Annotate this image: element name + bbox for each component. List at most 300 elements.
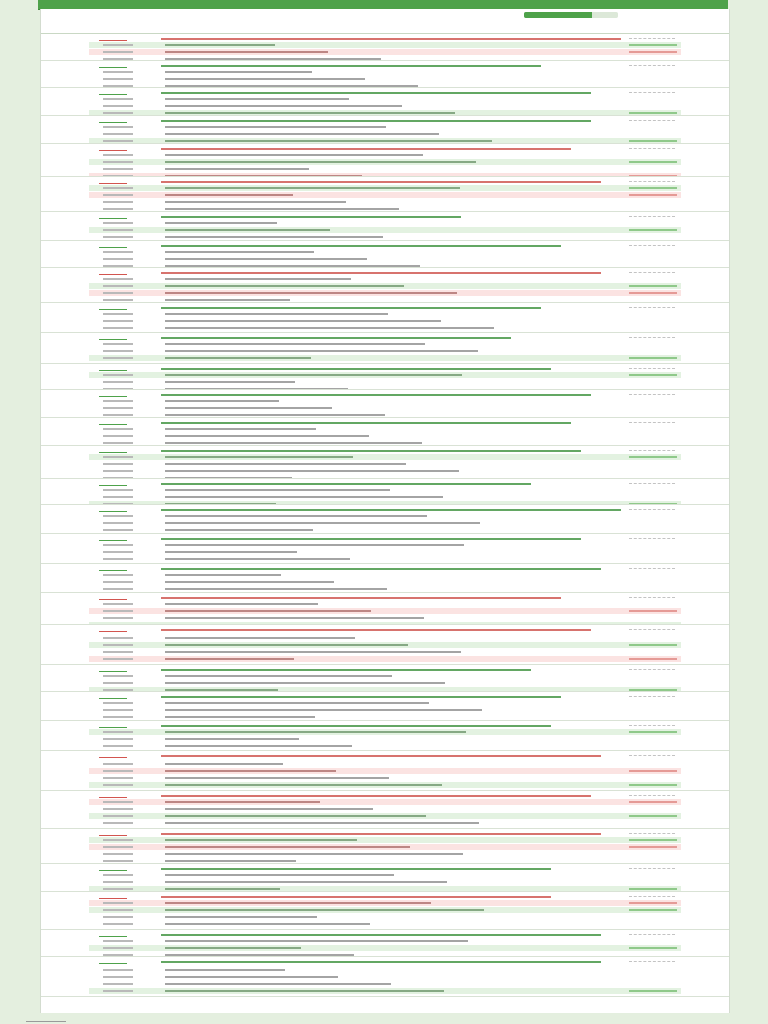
answer-radio[interactable] <box>103 350 133 352</box>
answer-option-line <box>165 208 399 210</box>
correct-answer-marker <box>629 888 677 890</box>
answer-radio[interactable] <box>103 731 133 733</box>
question-status-mark <box>99 94 127 95</box>
answer-option-line <box>165 222 277 224</box>
answer-option-line <box>165 902 431 904</box>
question-points-mark <box>629 422 675 423</box>
answer-radio[interactable] <box>103 463 133 465</box>
question-points-mark <box>629 538 675 539</box>
question-card <box>41 446 729 479</box>
answer-radio[interactable] <box>103 140 133 142</box>
answer-option[interactable] <box>89 405 681 411</box>
answer-option-line <box>165 407 332 409</box>
answer-radio[interactable] <box>103 442 133 444</box>
answer-radio[interactable] <box>103 105 133 107</box>
answer-radio[interactable] <box>103 916 133 918</box>
answer-radio[interactable] <box>103 777 133 779</box>
answer-radio[interactable] <box>103 222 133 224</box>
question-status-mark <box>99 183 127 184</box>
correct-answer-marker <box>629 456 677 458</box>
answer-option[interactable] <box>89 900 681 906</box>
answer-options <box>89 601 681 625</box>
answer-option[interactable] <box>89 844 681 850</box>
answer-option[interactable] <box>89 714 681 720</box>
answer-option[interactable] <box>89 729 681 735</box>
answer-radio[interactable] <box>103 860 133 862</box>
question-card <box>41 957 729 997</box>
answer-radio[interactable] <box>103 470 133 472</box>
answer-option[interactable] <box>89 234 681 240</box>
answer-option[interactable] <box>89 988 681 994</box>
wrong-answer-marker <box>629 194 677 196</box>
answer-option[interactable] <box>89 487 681 493</box>
answer-options <box>89 572 681 593</box>
answer-options <box>89 872 681 892</box>
answer-option[interactable] <box>89 461 681 467</box>
question-card <box>41 593 729 625</box>
answer-radio[interactable] <box>103 551 133 553</box>
answer-radio[interactable] <box>103 98 133 100</box>
answer-options <box>89 42 681 61</box>
question-text-line <box>161 38 621 40</box>
answer-option[interactable] <box>89 426 681 432</box>
answer-option[interactable] <box>89 199 681 205</box>
question-text-line <box>161 65 541 67</box>
answer-options <box>89 635 681 663</box>
answer-option[interactable] <box>89 276 681 282</box>
answer-option[interactable] <box>89 372 681 378</box>
answer-radio[interactable] <box>103 784 133 786</box>
question-status-mark <box>99 936 127 937</box>
answer-option[interactable] <box>89 318 681 324</box>
answer-option[interactable] <box>89 520 681 526</box>
question-text-line <box>161 337 511 339</box>
answer-option[interactable] <box>89 290 681 296</box>
answer-radio[interactable] <box>103 456 133 458</box>
question-points-mark <box>629 307 675 308</box>
answer-option[interactable] <box>89 945 681 951</box>
answer-radio[interactable] <box>103 637 133 639</box>
answer-radio[interactable] <box>103 285 133 287</box>
answer-option-line <box>165 529 313 531</box>
answer-radio[interactable] <box>103 435 133 437</box>
answer-option[interactable] <box>89 185 681 191</box>
site-logo[interactable] <box>91 11 149 19</box>
answer-radio[interactable] <box>103 544 133 546</box>
answer-options <box>89 249 681 268</box>
answer-option[interactable] <box>89 341 681 347</box>
answer-option[interactable] <box>89 921 681 927</box>
answer-radio[interactable] <box>103 529 133 531</box>
answer-radio[interactable] <box>103 902 133 904</box>
answer-option[interactable] <box>89 220 681 226</box>
answer-option[interactable] <box>89 914 681 920</box>
wrong-answer-marker <box>629 801 677 803</box>
answer-radio[interactable] <box>103 278 133 280</box>
answer-option[interactable] <box>89 974 681 980</box>
answer-radio[interactable] <box>103 357 133 359</box>
question-text-line <box>161 483 531 485</box>
answer-radio[interactable] <box>103 414 133 416</box>
question-text-line <box>161 755 601 757</box>
question-text-line <box>161 597 561 599</box>
answer-options <box>89 700 681 721</box>
answer-radio[interactable] <box>103 909 133 911</box>
answer-option[interactable] <box>89 131 681 137</box>
page-footer <box>0 1013 768 1024</box>
correct-answer-marker <box>629 644 677 646</box>
question-points-mark <box>629 120 675 121</box>
answer-radio[interactable] <box>103 658 133 660</box>
answer-option[interactable] <box>89 549 681 555</box>
answer-radio[interactable] <box>103 770 133 772</box>
answer-option[interactable] <box>89 586 681 592</box>
answer-option-line <box>165 140 492 142</box>
question-card <box>41 892 729 930</box>
answer-option-line <box>165 357 311 359</box>
answer-radio[interactable] <box>103 299 133 301</box>
question-points <box>625 626 677 634</box>
question-status-mark <box>99 122 127 123</box>
answer-option[interactable] <box>89 96 681 102</box>
answer-radio[interactable] <box>103 763 133 765</box>
answer-option[interactable] <box>89 124 681 130</box>
answer-radio[interactable] <box>103 154 133 156</box>
answer-radio[interactable] <box>103 651 133 653</box>
answer-option[interactable] <box>89 433 681 439</box>
answer-radio[interactable] <box>103 846 133 848</box>
answer-option-line <box>165 470 459 472</box>
question-status-mark <box>99 540 127 541</box>
answer-option[interactable] <box>89 398 681 404</box>
answer-radio[interactable] <box>103 258 133 260</box>
answer-radio[interactable] <box>103 581 133 583</box>
question-text-line <box>161 538 581 540</box>
answer-option[interactable] <box>89 256 681 262</box>
answer-radio[interactable] <box>103 58 133 60</box>
question-status-mark <box>99 339 127 340</box>
question-text-line <box>161 368 551 370</box>
answer-radio[interactable] <box>103 78 133 80</box>
answer-radio[interactable] <box>103 947 133 949</box>
answer-option-line <box>165 78 365 80</box>
answer-option[interactable] <box>89 379 681 385</box>
answer-radio[interactable] <box>103 644 133 646</box>
answer-option-line <box>165 496 443 498</box>
answer-radio[interactable] <box>103 923 133 925</box>
question-card <box>41 34 729 61</box>
answer-option[interactable] <box>89 556 681 562</box>
answer-radio[interactable] <box>103 187 133 189</box>
question-card <box>41 116 729 144</box>
wrong-answer-marker <box>629 610 677 612</box>
answer-radio[interactable] <box>103 675 133 677</box>
answer-radio[interactable] <box>103 738 133 740</box>
answer-radio[interactable] <box>103 251 133 253</box>
answer-options <box>89 542 681 564</box>
footer-link[interactable] <box>26 1021 66 1022</box>
answer-option-line <box>165 313 388 315</box>
answer-radio[interactable] <box>103 85 133 87</box>
answer-option[interactable] <box>89 782 681 788</box>
answer-option[interactable] <box>89 572 681 578</box>
question-text-line <box>161 961 601 963</box>
wrong-answer-marker <box>629 902 677 904</box>
question-text-line <box>161 245 561 247</box>
answer-option-line <box>165 853 463 855</box>
answer-option[interactable] <box>89 69 681 75</box>
answer-radio[interactable] <box>103 496 133 498</box>
answer-option[interactable] <box>89 799 681 805</box>
answer-radio[interactable] <box>103 374 133 376</box>
question-points-mark <box>629 629 675 630</box>
answer-option[interactable] <box>89 227 681 233</box>
question-text-line <box>161 696 561 698</box>
question-card <box>41 665 729 692</box>
answer-option[interactable] <box>89 879 681 885</box>
answer-option[interactable] <box>89 813 681 819</box>
question-card <box>41 534 729 564</box>
correct-answer-marker <box>629 285 677 287</box>
question-points <box>625 958 677 966</box>
answer-option-line <box>165 947 301 949</box>
answer-radio[interactable] <box>103 343 133 345</box>
answer-option[interactable] <box>89 673 681 679</box>
answer-radio[interactable] <box>103 229 133 231</box>
answer-option-line <box>165 285 404 287</box>
answer-option[interactable] <box>89 355 681 361</box>
answer-option[interactable] <box>89 820 681 826</box>
answer-radio[interactable] <box>103 265 133 267</box>
answer-radio[interactable] <box>103 983 133 985</box>
answer-option[interactable] <box>89 283 681 289</box>
answer-option[interactable] <box>89 454 681 460</box>
answer-option[interactable] <box>89 967 681 973</box>
question-status-mark <box>99 40 127 41</box>
answer-option[interactable] <box>89 601 681 607</box>
answer-option-line <box>165 133 439 135</box>
answer-option[interactable] <box>89 635 681 641</box>
answer-option-line <box>165 969 285 971</box>
answer-radio[interactable] <box>103 745 133 747</box>
answer-radio[interactable] <box>103 44 133 46</box>
answer-option[interactable] <box>89 837 681 843</box>
question-card <box>41 751 729 791</box>
answer-radio[interactable] <box>103 574 133 576</box>
question-status-mark <box>99 485 127 486</box>
answer-radio[interactable] <box>103 881 133 883</box>
answer-radio[interactable] <box>103 161 133 163</box>
answer-option[interactable] <box>89 775 681 781</box>
answer-option-line <box>165 916 317 918</box>
answer-radio[interactable] <box>103 976 133 978</box>
answer-options <box>89 837 681 864</box>
answer-option[interactable] <box>89 49 681 55</box>
answer-option[interactable] <box>89 325 681 331</box>
answer-option-line <box>165 374 462 376</box>
answer-option[interactable] <box>89 938 681 944</box>
answer-option[interactable] <box>89 192 681 198</box>
answer-option-line <box>165 381 295 383</box>
answer-option[interactable] <box>89 166 681 172</box>
question-points-mark <box>629 394 675 395</box>
answer-option[interactable] <box>89 494 681 500</box>
wrong-answer-marker <box>629 658 677 660</box>
answer-radio[interactable] <box>103 874 133 876</box>
answer-option-line <box>165 327 494 329</box>
answer-options <box>89 69 681 88</box>
answer-option[interactable] <box>89 642 681 648</box>
answer-option-line <box>165 71 312 73</box>
answer-radio[interactable] <box>103 51 133 53</box>
answer-option[interactable] <box>89 76 681 82</box>
answer-option[interactable] <box>89 907 681 913</box>
answer-option-line <box>165 292 457 294</box>
answer-radio[interactable] <box>103 801 133 803</box>
answer-option[interactable] <box>89 527 681 533</box>
answer-radio[interactable] <box>103 168 133 170</box>
answer-radio[interactable] <box>103 839 133 841</box>
answer-option[interactable] <box>89 348 681 354</box>
answer-radio[interactable] <box>103 194 133 196</box>
answer-radio[interactable] <box>103 603 133 605</box>
answer-radio[interactable] <box>103 617 133 619</box>
question-card <box>41 791 729 829</box>
answer-option[interactable] <box>89 579 681 585</box>
answer-option-line <box>165 745 352 747</box>
answer-radio[interactable] <box>103 558 133 560</box>
answer-radio[interactable] <box>103 126 133 128</box>
answer-radio[interactable] <box>103 400 133 402</box>
answer-option[interactable] <box>89 736 681 742</box>
answer-option[interactable] <box>89 152 681 158</box>
answer-option[interactable] <box>89 851 681 857</box>
answer-option[interactable] <box>89 700 681 706</box>
correct-answer-marker <box>629 374 677 376</box>
question-status-mark <box>99 797 127 798</box>
answer-option-line <box>165 278 351 280</box>
answer-option[interactable] <box>89 743 681 749</box>
answer-option[interactable] <box>89 468 681 474</box>
answer-radio[interactable] <box>103 940 133 942</box>
answer-radio[interactable] <box>103 969 133 971</box>
answer-option[interactable] <box>89 249 681 255</box>
answer-option[interactable] <box>89 680 681 686</box>
answer-radio[interactable] <box>103 71 133 73</box>
question-points-mark <box>629 368 675 369</box>
answer-option[interactable] <box>89 768 681 774</box>
footer-text <box>90 1014 680 1023</box>
answer-option[interactable] <box>89 806 681 812</box>
answer-radio[interactable] <box>103 327 133 329</box>
answer-radio[interactable] <box>103 313 133 315</box>
answer-option[interactable] <box>89 761 681 767</box>
answer-option[interactable] <box>89 311 681 317</box>
answer-radio[interactable] <box>103 815 133 817</box>
question-card <box>41 418 729 446</box>
answer-option[interactable] <box>89 159 681 165</box>
question-status-mark <box>99 452 127 453</box>
answer-option-line <box>165 808 373 810</box>
answer-radio[interactable] <box>103 428 133 430</box>
question-points-mark <box>629 216 675 217</box>
answer-radio[interactable] <box>103 689 133 691</box>
answer-option[interactable] <box>89 103 681 109</box>
question-text-line <box>161 216 461 218</box>
question-text-line <box>161 148 571 150</box>
answer-option-line <box>165 581 334 583</box>
question-status-mark <box>99 963 127 964</box>
question-text-line <box>161 896 551 898</box>
answer-radio[interactable] <box>103 407 133 409</box>
answer-radio[interactable] <box>103 320 133 322</box>
answer-options <box>89 341 681 364</box>
answer-radio[interactable] <box>103 853 133 855</box>
answer-option[interactable] <box>89 656 681 662</box>
answer-radio[interactable] <box>103 990 133 992</box>
answer-option[interactable] <box>89 513 681 519</box>
answer-option-line <box>165 770 336 772</box>
answer-option-line <box>165 229 330 231</box>
answer-radio[interactable] <box>103 201 133 203</box>
answer-option[interactable] <box>89 615 681 621</box>
answer-radio[interactable] <box>103 236 133 238</box>
answer-options <box>89 124 681 144</box>
answer-option[interactable] <box>89 649 681 655</box>
answer-option[interactable] <box>89 42 681 48</box>
answer-radio[interactable] <box>103 954 133 956</box>
answer-radio[interactable] <box>103 702 133 704</box>
score-progress-bar <box>524 12 618 18</box>
answer-option-line <box>165 299 290 301</box>
answer-radio[interactable] <box>103 292 133 294</box>
answer-radio[interactable] <box>103 515 133 517</box>
question-text-line <box>161 868 551 870</box>
answer-option[interactable] <box>89 707 681 713</box>
answer-radio[interactable] <box>103 822 133 824</box>
question-status-mark <box>99 870 127 871</box>
answer-radio[interactable] <box>103 208 133 210</box>
answer-radio[interactable] <box>103 610 133 612</box>
answer-option[interactable] <box>89 872 681 878</box>
answer-option-line <box>165 574 281 576</box>
answer-option[interactable] <box>89 542 681 548</box>
answer-radio[interactable] <box>103 888 133 890</box>
answer-radio[interactable] <box>103 133 133 135</box>
answer-option[interactable] <box>89 981 681 987</box>
question-text-line <box>161 92 591 94</box>
answer-radio[interactable] <box>103 682 133 684</box>
answer-radio[interactable] <box>103 381 133 383</box>
answer-option-line <box>165 112 455 114</box>
answer-options <box>89 372 681 390</box>
answer-option-line <box>165 644 408 646</box>
answer-radio[interactable] <box>103 716 133 718</box>
quiz-header <box>41 9 729 34</box>
answer-radio[interactable] <box>103 709 133 711</box>
correct-answer-marker <box>629 731 677 733</box>
answer-radio[interactable] <box>103 522 133 524</box>
answer-radio[interactable] <box>103 588 133 590</box>
question-points-mark <box>629 272 675 273</box>
answer-option-line <box>165 846 410 848</box>
answer-option[interactable] <box>89 608 681 614</box>
answer-radio[interactable] <box>103 112 133 114</box>
answer-radio[interactable] <box>103 808 133 810</box>
answer-radio[interactable] <box>103 489 133 491</box>
question-card <box>41 829 729 864</box>
answer-option-line <box>165 716 315 718</box>
